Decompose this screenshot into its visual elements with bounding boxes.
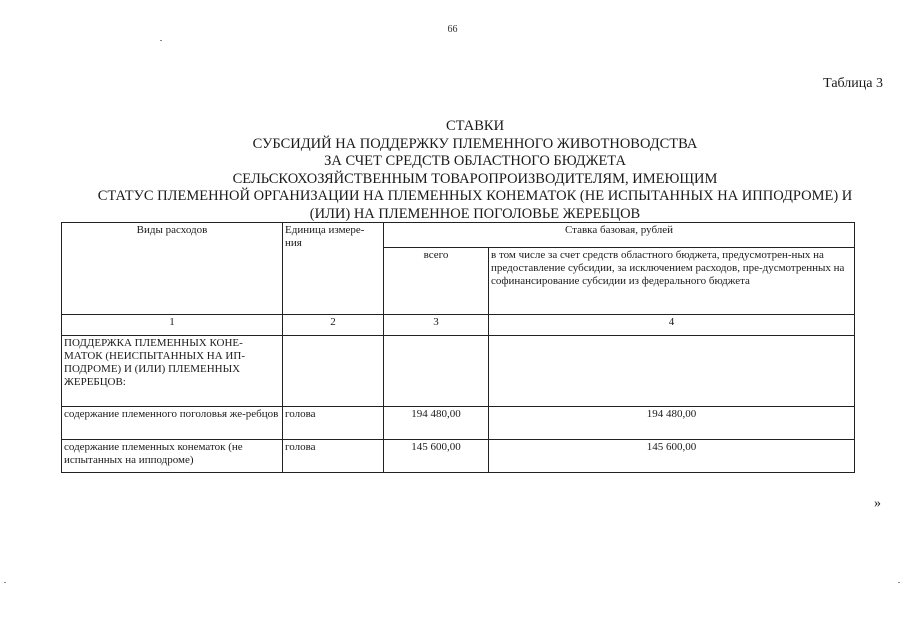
row-expense-name: содержание племенных конематок (не испытанных на ипподроме) xyxy=(62,440,283,473)
empty-cell xyxy=(489,336,855,407)
scan-speck xyxy=(160,40,162,41)
row-regional: 194 480,00 xyxy=(489,407,855,440)
title-line: СЕЛЬСКОХОЗЯЙСТВЕННЫМ ТОВАРОПРОИЗВОДИТЕЛЯМ, ИМЕЮЩИМ xyxy=(232,170,718,187)
empty-cell xyxy=(384,336,489,407)
header-base-rate: Ставка базовая, рублей xyxy=(384,223,855,248)
title-line: СТАВКИ xyxy=(445,118,505,134)
table-row xyxy=(62,407,855,440)
title-line: СТАТУС ПЛЕМЕННОЙ ОРГАНИЗАЦИИ НА ПЛЕМЕННЫХ КОНЕМАТОК (НЕ ИСПЫТАННЫХ НА ИППОДРОМЕ) И xyxy=(97,188,853,204)
column-number: 4 xyxy=(489,315,855,336)
column-number: 2 xyxy=(283,315,384,336)
header-expense-types: Виды расходов xyxy=(62,223,283,315)
header-unit: Единица измере-ния xyxy=(283,223,384,315)
header-total: всего xyxy=(384,248,489,315)
title-line: ЗА СЧЕТ СРЕДСТВ ОБЛАСТНОГО БЮДЖЕТА xyxy=(324,153,626,169)
table-label: Таблица 3 xyxy=(823,76,883,91)
row-expense-name: содержание племенного поголовья же-ребцов xyxy=(62,407,283,440)
document-title xyxy=(60,118,890,223)
page-number: 66 xyxy=(447,24,458,35)
scan-speck xyxy=(898,582,900,583)
title-line: (ИЛИ) НА ПЛЕМЕННОЕ ПОГОЛОВЬЕ ЖЕРЕБЦОВ xyxy=(309,205,641,222)
row-unit: голова xyxy=(283,440,384,473)
section-title: ПОДДЕРЖКА ПЛЕМЕННЫХ КОНЕ-МАТОК (НЕИСПЫТАННЫХ НА ИП-ПОДРОМЕ) И (ИЛИ) ПЛЕМЕННЫХ ЖЕРЕБЦОВ: xyxy=(62,336,283,407)
column-number: 1 xyxy=(62,315,283,336)
section-row xyxy=(62,336,855,407)
table-header-row xyxy=(62,223,855,248)
empty-cell xyxy=(283,336,384,407)
row-total: 194 480,00 xyxy=(384,407,489,440)
row-unit: голова xyxy=(283,407,384,440)
header-including: в том числе за счет средств областного бюджета, предусмотрен-ных на предоставление субсидии, за исключением расходов, пре-дусмотренных на софинансирование субсидии из федерального бюджета xyxy=(489,248,855,315)
row-total: 145 600,00 xyxy=(384,440,489,473)
column-number: 3 xyxy=(384,315,489,336)
title-line: СУБСИДИЙ НА ПОДДЕРЖКУ ПЛЕМЕННОГО ЖИВОТНОВОДСТВА xyxy=(252,135,698,152)
table-row xyxy=(62,440,855,473)
column-number-row xyxy=(62,315,855,336)
closing-quote-mark: » xyxy=(874,496,881,511)
scan-speck xyxy=(4,582,6,583)
row-regional: 145 600,00 xyxy=(489,440,855,473)
subsidy-rates-table xyxy=(61,222,855,473)
